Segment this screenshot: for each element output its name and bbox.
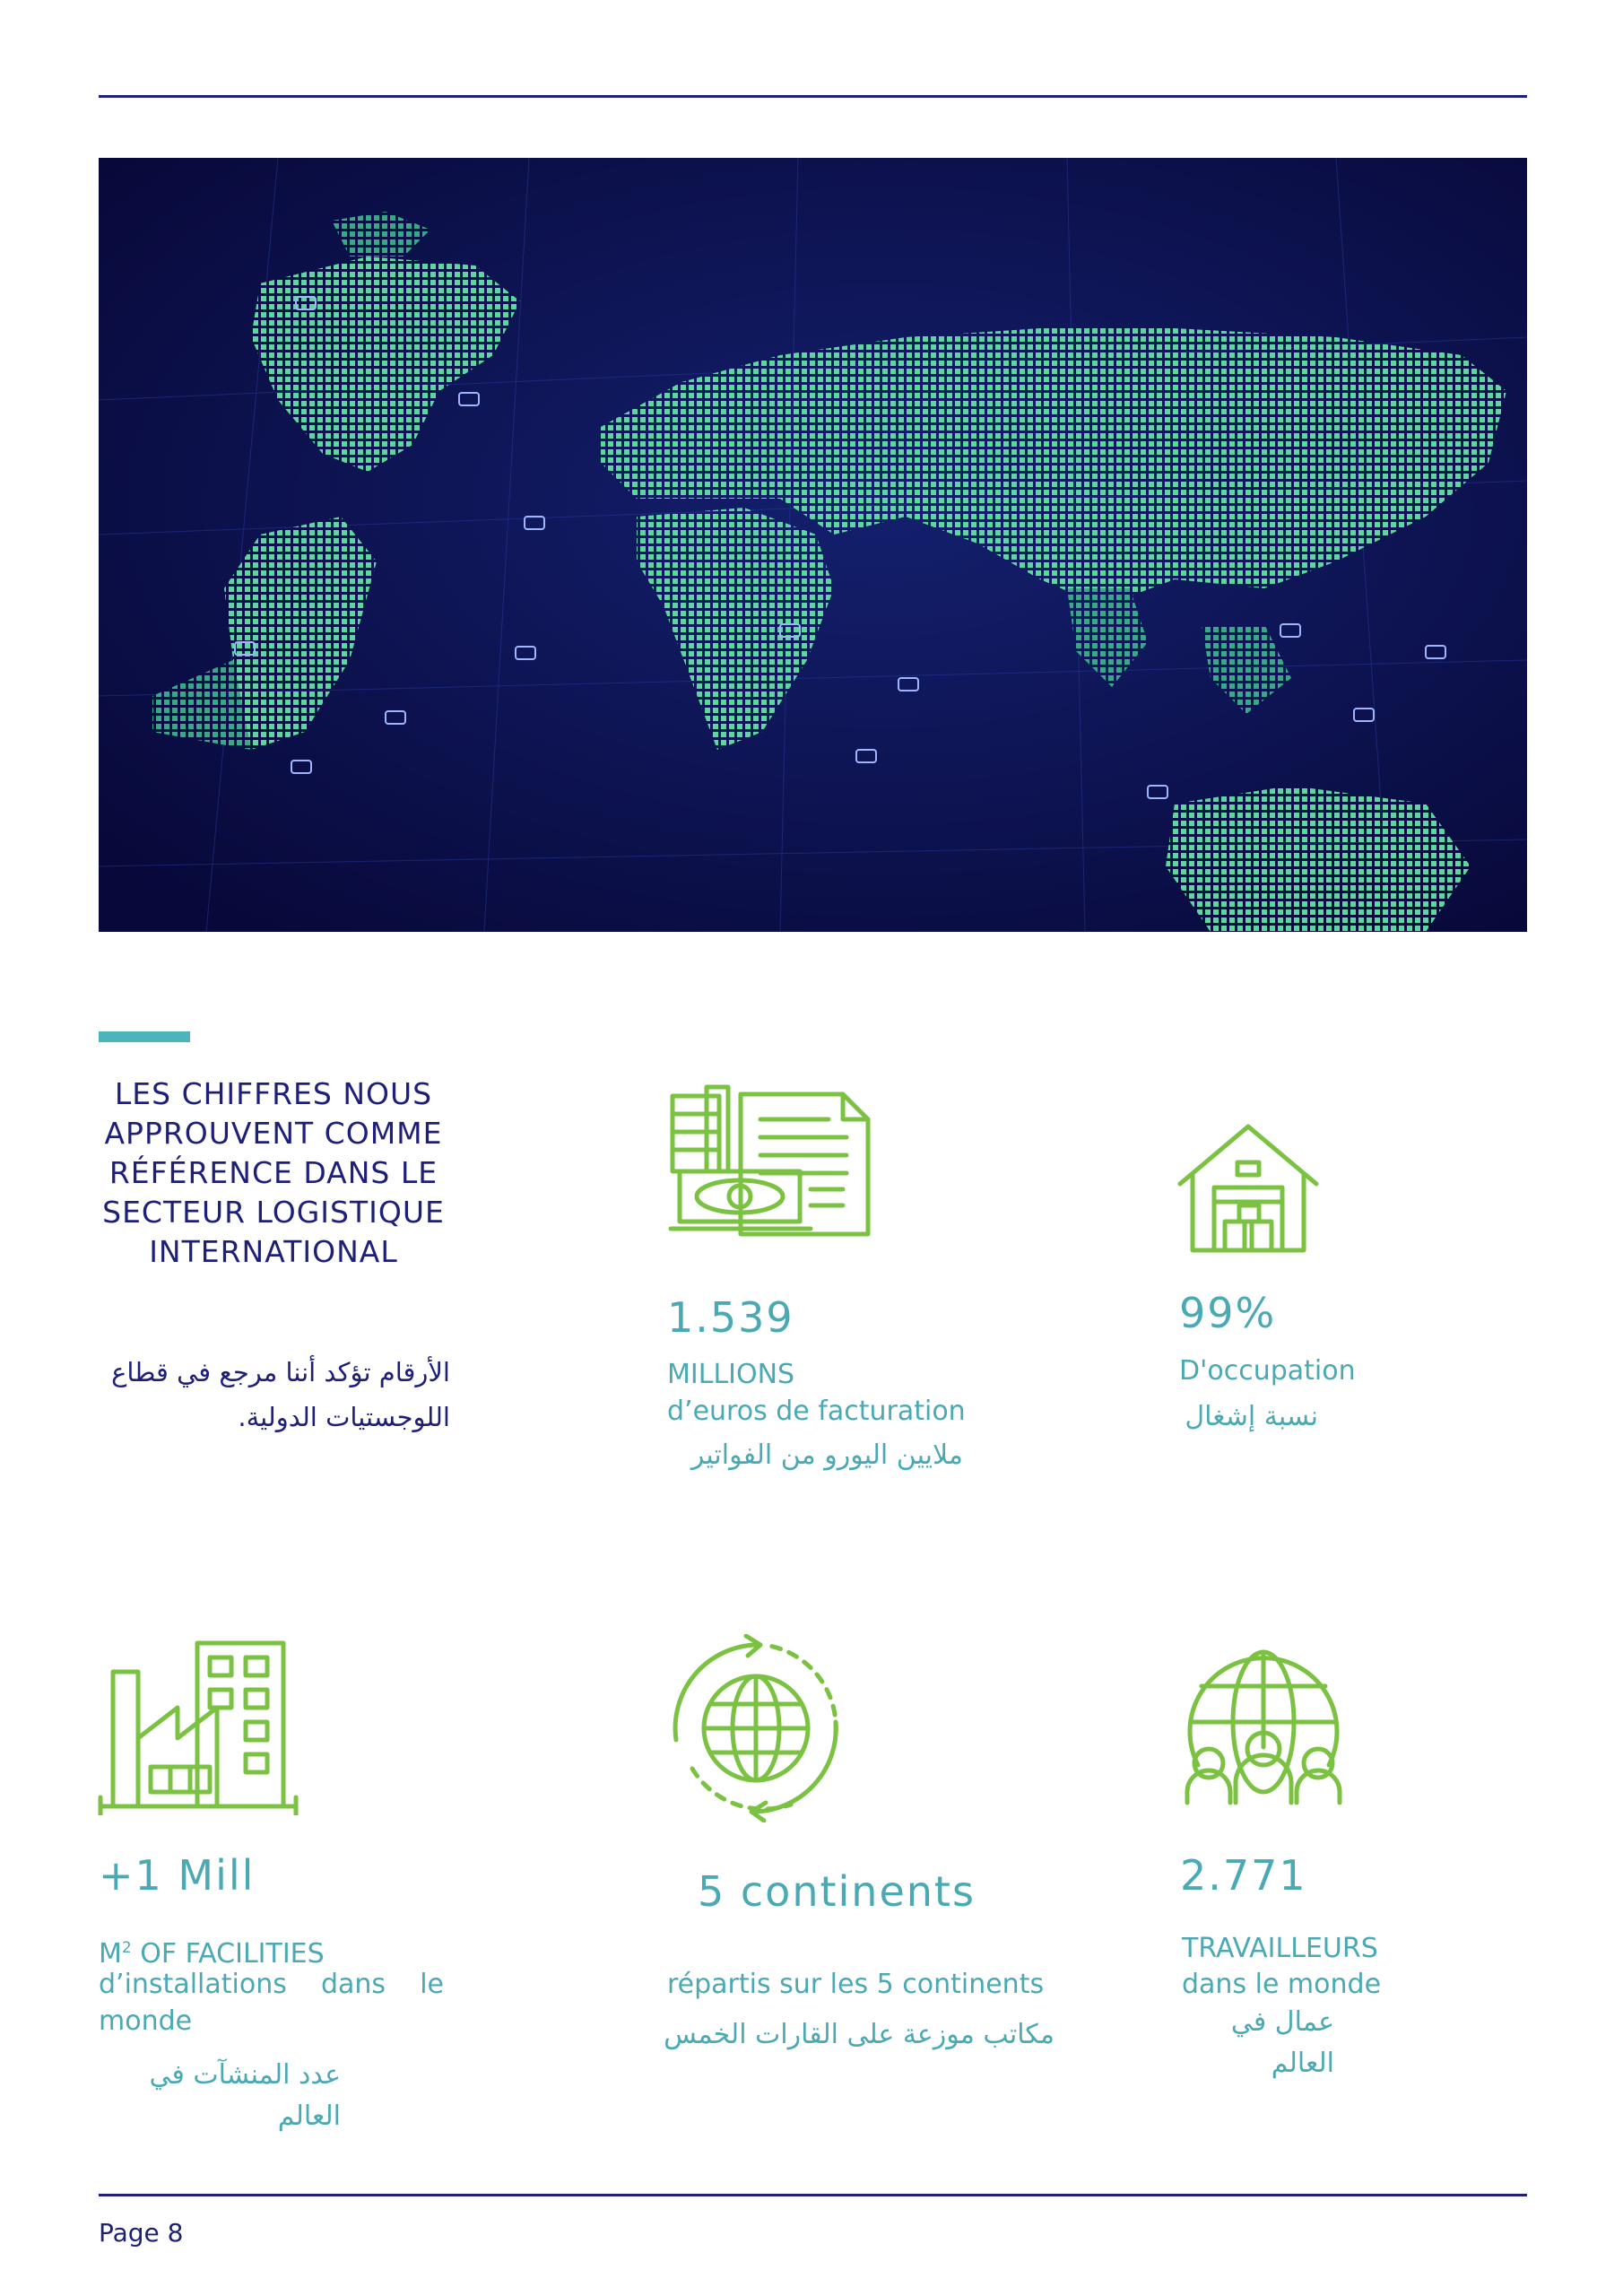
section-headline-arabic: الأرقام تؤكد أننا مرجع في قطاع اللوجستيات الدولية. (111, 1357, 450, 1432)
facilities-label-arabic: عدد المنشآت في العالم (149, 2059, 341, 2132)
factory-icon (97, 1639, 299, 1815)
invoice-money-icon (667, 1083, 873, 1238)
facilities-label-1: $M^2$ OF FACILITIES (99, 1938, 325, 1970)
top-divider (99, 95, 1527, 98)
facilities-label-2: d’installations dans le monde (99, 1969, 444, 2037)
occupation-value: 99% (1179, 1289, 1277, 1337)
world-map-image (99, 158, 1527, 932)
globe-cycle-icon (665, 1634, 846, 1822)
page-number: Page 8 (99, 2218, 184, 2248)
occupation-label-1: D'occupation (1179, 1355, 1356, 1387)
billing-label-arabic: ملايين اليورو من الفواتير (690, 1439, 963, 1471)
global-team-icon (1182, 1648, 1345, 1806)
billing-value: 1.539 (667, 1293, 794, 1342)
billing-label-2: d’euros de facturation (667, 1396, 966, 1427)
workers-label-1: TRAVAILLEURS (1182, 1933, 1378, 1964)
workers-label-2: dans le monde (1182, 1969, 1382, 2000)
bottom-divider (99, 2194, 1527, 2196)
workers-label-arabic: عمال في العالم (1230, 2006, 1334, 2079)
continents-value: 5 continents (698, 1867, 976, 1916)
billing-label-1: MILLIONS (667, 1359, 795, 1390)
warehouse-icon (1175, 1121, 1322, 1256)
facilities-value: +1 Mill (99, 1851, 256, 1900)
continents-label-1: répartis sur les 5 continents (667, 1969, 1045, 2000)
section-headline: LES CHIFFRES NOUS APPROUVENT COMME RÉFÉRENCE DANS LE SECTEUR LOGISTIQUE INTERNATIONAL (102, 1076, 445, 1269)
section-accent-bar (99, 1031, 190, 1042)
occupation-label-arabic: نسبة إشغال (1185, 1401, 1318, 1432)
continents-label-arabic: مكاتب موزعة على القارات الخمس (664, 2019, 1055, 2050)
workers-value: 2.771 (1180, 1851, 1307, 1900)
